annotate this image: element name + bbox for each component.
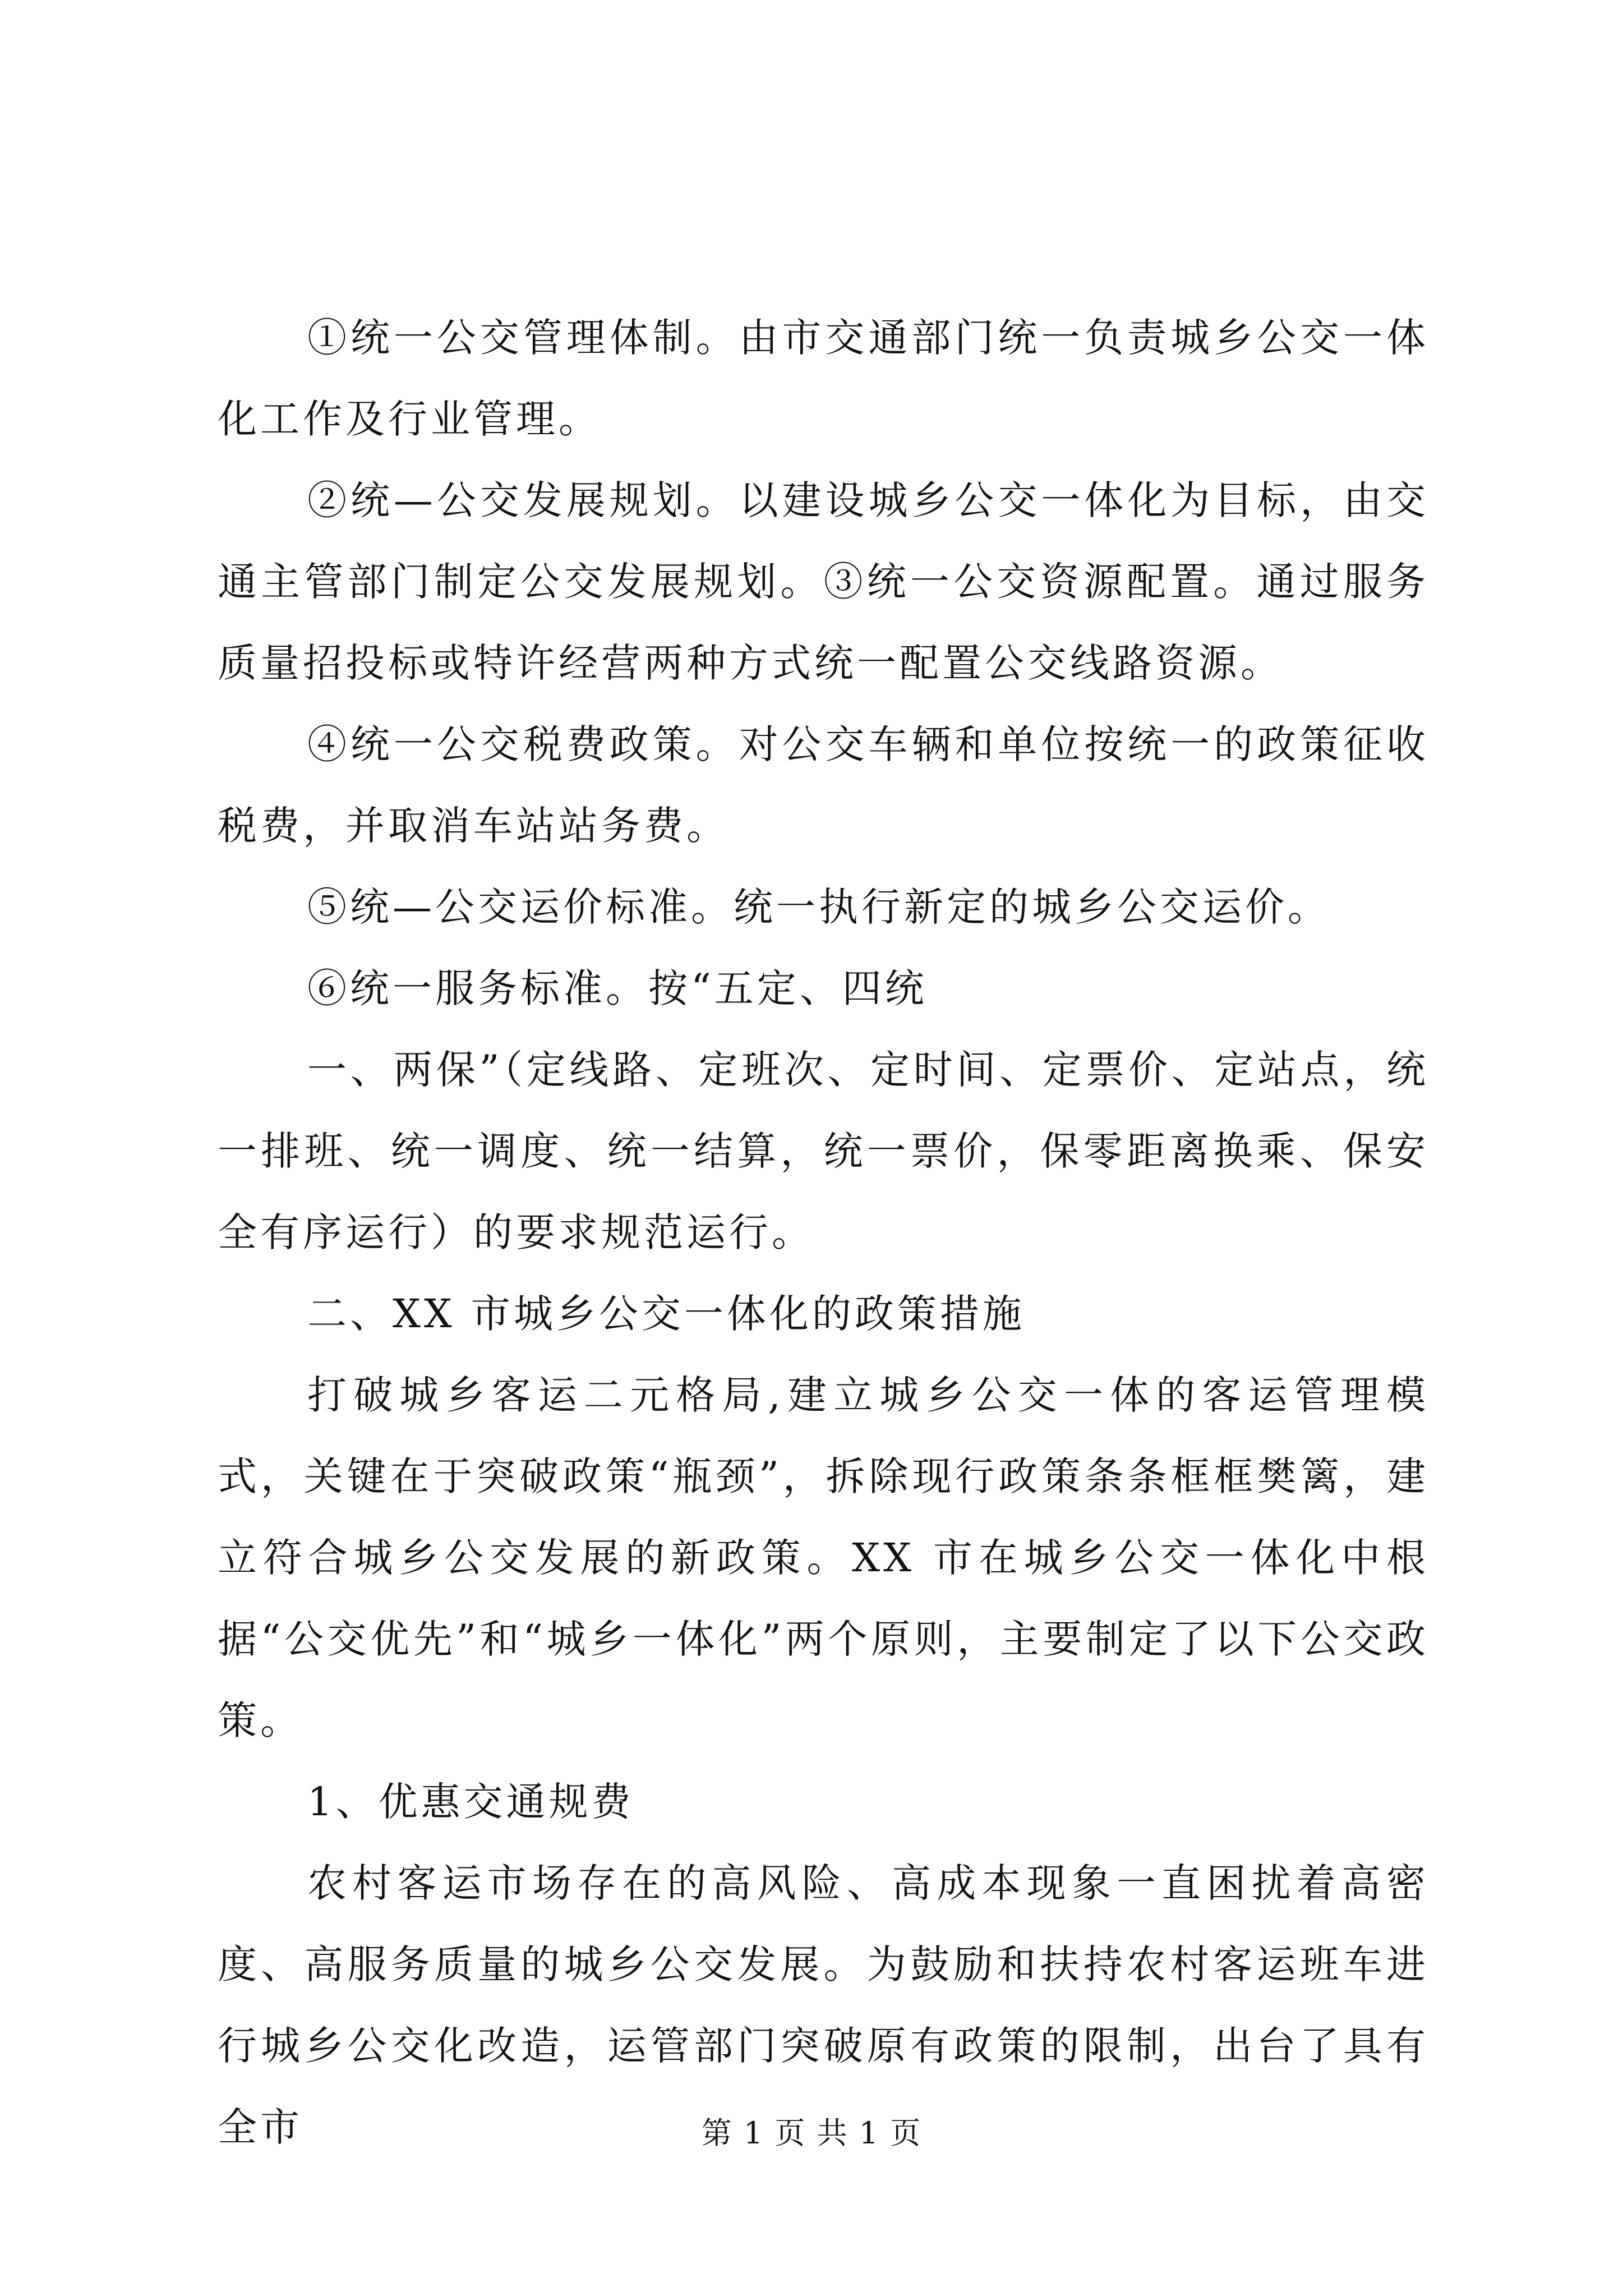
section-heading: 二、XX 市城乡公交一体化的政策措施 <box>307 1291 1025 1337</box>
paragraph-1: ①统一公交管理体制。由市交通部门统一负责城乡公交一体化工作及行业管理。 <box>218 315 1429 442</box>
paragraph-10: 农村客运市场存在的高风险、高成本现象一直困扰着高密度、高服务质量的城乡公交发展。为鼓励和扶持农村客运班车进行城乡公交化改造，运管部门突破原有政策的限制，出台了具有全市 <box>218 1860 1429 2150</box>
paragraph-5: ⑥统一服务标准。按“五定、四统 <box>307 965 928 1011</box>
paragraph-2: ②统—公交发展规划。以建设城乡公交一体化为目标，由交通主管部门制定公交发展规划。③统一公交资源配置。通过服务质量招投标或特许经营两种方式统一配置公交线路资源。 <box>218 477 1429 686</box>
page-footer: 第 1 页 共 1 页 <box>701 2115 922 2151</box>
paragraph-3: ④统一公交税费政策。对公交车辆和单位按统一的政策征收税费，并取消车站站务费。 <box>218 721 1429 849</box>
paragraph-8: 打破城乡客运二元格局,建立城乡公交一体的客运管理模式，关键在于突破政策“瓶颈”，拆除现行政策条条框框樊篱，建立符合城乡公交发展的新政策。XX 市在城乡公交一体化中根据“公交优先”和“城乡一体化”两个原则，主要制定了以下公交政策。 <box>218 1372 1429 1743</box>
paragraph-4: ⑤统—公交运价标准。统一执行新定的城乡公交运价。 <box>307 884 1330 930</box>
subsection-heading: 1、优惠交通规费 <box>307 1779 634 1825</box>
document-body <box>218 297 1429 2168</box>
paragraph-6: 一、两保”（定线路、定班次、定时间、定票价、定站点，统一排班、统一调度、统一结算，统一票价，保零距离换乘、保安全有序运行）的要求规范运行。 <box>218 1047 1429 1255</box>
